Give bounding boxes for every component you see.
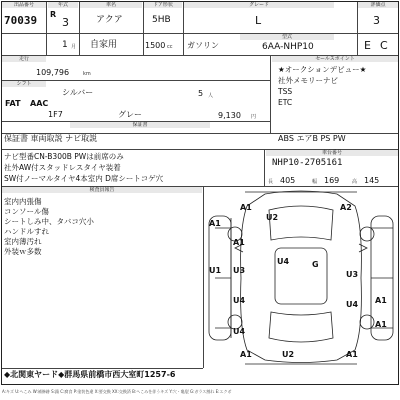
damage-legend: A:キズ U:へこみ W:補修跡 S:錆 C:腐食 P:塗装色違 X:要交換 XX:交換済 B:へこみを伴うキズ Y:穴・亀裂 G:ガラス割れ E:エクボ [2,389,232,394]
length-label: 長 [268,179,274,185]
usage-value: 自家用 [90,40,118,50]
chassis-number: NHP10-2705161 [272,158,343,168]
model-name: アクア [96,15,123,25]
warranty-value: 保証書 車両取説 ナビ取説 [4,134,98,143]
color-value: シルバー [62,88,94,97]
shift-label: シフト [2,81,46,87]
damage-mark-roof-g: G [312,260,319,269]
score-label: 評価点 [358,2,398,8]
damage-mark-right-a1: A1 [375,296,387,305]
inspector-line-1: 室内内張傷 [4,197,42,206]
lot-number: 70039 [4,14,38,27]
year-label: 年式 [48,2,78,8]
doors-value: 5HB [152,15,171,25]
yard-location: ◆北関東ヤード◆群馬県前橋市西大室町1257-6 [4,370,176,379]
era-mark: R [50,10,57,19]
inspector-line-6: 外装ｗ多数 [4,247,42,256]
grade-value: L [255,14,262,27]
damage-mark-roof-u4: U4 [277,257,290,266]
damage-mark-left-u4: U4 [233,296,246,305]
damage-mark-mid-u2: U2 [282,350,295,359]
damage-mark-bottom-a1: A1 [240,350,252,359]
damage-mark-top-a2: A2 [340,203,352,212]
damage-mark-top-a1: A1 [240,203,252,212]
inspector-line-3: シートしみ中、タバコ穴小 [4,217,94,226]
inspector-line-4: ハンドルすれ [4,227,49,236]
damage-mark-left-a1: A1 [209,219,221,228]
width-value: 169 [324,176,340,185]
height-label: 高 [352,179,358,185]
damage-mark-left-u1: U1 [209,266,222,275]
note-line-3: SW付ノーマルタイヤ4本室内 D席シートコゲ穴 [4,174,164,183]
mileage-label: 走行 [2,56,46,62]
mileage-value: 109,796 [36,68,70,77]
sales-point-2: 社外メモリーナビ [278,76,338,85]
height-value: 145 [364,176,380,185]
color-code: 1F7 [48,110,63,119]
equipment-value: ABS エアB PS PW [278,134,346,143]
lot-label: 出品番号 [2,2,46,8]
length-value: 405 [280,176,296,185]
damage-mark-left-u3: U3 [233,266,246,275]
sales-point-1: ★オークションデビュー★ [278,65,367,74]
recycle-fee: 9,130 [218,111,241,120]
inspector-line-5: 室内薄汚れ [4,237,42,246]
month-unit: 月 [71,44,77,50]
chassis-label: 車台番号 [266,150,398,156]
model-code: 6AA-NHP10 [262,42,314,52]
grade-label: グレード [184,2,334,8]
displacement-value: 1500 [145,41,166,50]
shift-value: FAT [5,99,21,108]
seats-value: 5 [198,89,204,98]
exterior-score: C [380,39,388,52]
sales-point-3: TSS [278,87,293,96]
overall-score: 3 [373,14,380,27]
fuel-value: ガソリン [187,41,219,50]
displacement-unit: cc [167,44,173,50]
seats-unit: 人 [208,93,214,99]
inspector-line-2: コンソール傷 [4,207,49,216]
type-label: 型式 [240,34,334,40]
damage-mark-hood-u2: U2 [266,213,279,222]
aircon-value: AAC [30,99,49,108]
damage-mark-far-right-a1: A1 [346,350,358,359]
note-line-1: ナビ型番CN-B300B PWは前席のみ [4,152,124,161]
model-label: 車名 [80,2,142,8]
damage-mark-left-u4-2: U4 [233,327,246,336]
width-label: 幅 [312,179,318,185]
interior-score: E [364,39,371,52]
damage-mark-left-a1-2: A1 [233,238,245,247]
car-diagram [205,188,397,366]
warranty-label: 保証書 [70,122,210,128]
month-value: 1 [62,40,68,50]
interior-color: グレー [118,110,142,119]
year-value: 3 [62,16,69,29]
recycle-unit: 円 [251,114,257,120]
sales-label: セールスポイント [272,56,398,62]
damage-mark-right-u4: U4 [346,300,359,309]
doors-label: ドア形状 [144,2,182,8]
mileage-unit: km [83,71,91,77]
inspector-label: 検査員報告 [2,187,202,193]
damage-mark-right-a1-2: A1 [375,320,387,329]
note-line-2: 社外AW付スタッドレスタイヤ装着 [4,163,121,172]
damage-mark-right-u3: U3 [346,270,359,279]
sales-point-4: ETC [278,98,293,107]
